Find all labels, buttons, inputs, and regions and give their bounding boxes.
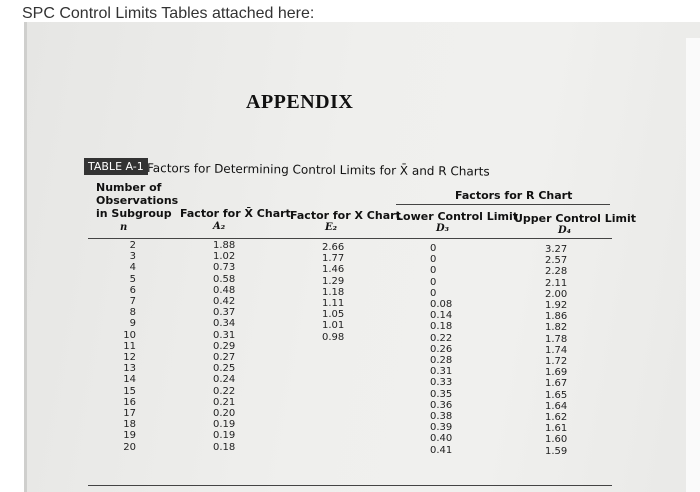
cell-d4: 2.11 bbox=[545, 277, 568, 289]
header-e2-symbol: E₂ bbox=[325, 222, 338, 233]
cell-n: 12 bbox=[123, 352, 136, 364]
cell-d3: 0.36 bbox=[430, 399, 453, 411]
header-r-group: Factors for R Chart bbox=[455, 189, 573, 202]
cell-a2: 0.29 bbox=[213, 340, 236, 352]
cell-d4: 3.27 bbox=[545, 244, 568, 255]
cell-d3: 0 bbox=[430, 243, 437, 254]
attachment-caption: SPC Control Limits Tables attached here: bbox=[22, 5, 315, 22]
cell-d4: 1.82 bbox=[545, 322, 568, 334]
cell-a2: 0.19 bbox=[213, 430, 236, 442]
cell-e2: 1.77 bbox=[322, 253, 345, 265]
cell-a2: 0.19 bbox=[213, 419, 236, 431]
cell-d4: 1.60 bbox=[545, 434, 568, 446]
cell-a2: 0.42 bbox=[213, 296, 236, 308]
cell-d3: 0.35 bbox=[430, 388, 453, 400]
cell-d4: 2.57 bbox=[545, 255, 568, 267]
cell-n: 20 bbox=[123, 441, 136, 453]
cell-d3: 0.33 bbox=[430, 377, 453, 389]
header-d4-symbol: D₄ bbox=[558, 225, 572, 236]
cell-d3: 0.38 bbox=[430, 411, 453, 423]
cell-a2: 0.22 bbox=[213, 385, 236, 397]
table-bottom-rule bbox=[88, 485, 612, 486]
cell-a2: 1.88 bbox=[213, 240, 236, 251]
cell-n: 4 bbox=[129, 262, 136, 274]
cell-d4: 1.69 bbox=[545, 367, 568, 379]
cell-a2: 0.73 bbox=[213, 262, 236, 274]
cell-d3: 0 bbox=[430, 254, 437, 266]
cell-n: 5 bbox=[129, 273, 136, 285]
cell-d3: 0.14 bbox=[430, 310, 453, 322]
cell-a2: 0.18 bbox=[213, 441, 236, 453]
cell-d3: 0.39 bbox=[430, 422, 453, 434]
cell-a2: 0.25 bbox=[213, 363, 236, 375]
cell-e2: 1.05 bbox=[322, 309, 345, 321]
cell-n: 7 bbox=[129, 296, 136, 308]
header-n bbox=[96, 181, 178, 220]
cell-d4: 1.64 bbox=[545, 400, 568, 412]
cell-n: 18 bbox=[123, 419, 136, 431]
cell-n: 13 bbox=[123, 363, 136, 375]
column-d4 bbox=[545, 244, 567, 457]
cell-n: 10 bbox=[123, 329, 136, 341]
cell-a2: 0.37 bbox=[213, 307, 236, 319]
header-a2: Factor for X̄ Chart bbox=[180, 207, 291, 220]
cell-d4: 1.72 bbox=[545, 356, 568, 368]
column-a2 bbox=[213, 240, 235, 453]
cell-d3: 0.18 bbox=[430, 321, 453, 333]
cell-e2: 1.11 bbox=[322, 298, 345, 310]
cell-a2: 1.02 bbox=[213, 251, 236, 263]
cell-n: 17 bbox=[123, 408, 136, 420]
cell-n: 19 bbox=[123, 430, 136, 442]
header-n-line2: Observations bbox=[96, 194, 179, 207]
cell-a2: 0.31 bbox=[213, 329, 236, 341]
cell-d3: 0.26 bbox=[430, 343, 453, 355]
cell-d3: 0 bbox=[430, 287, 437, 299]
page-margin bbox=[686, 38, 700, 492]
cell-d3: 0.22 bbox=[430, 332, 453, 344]
cell-a2: 0.24 bbox=[213, 374, 236, 386]
page-edge bbox=[24, 22, 27, 492]
cell-d3: 0.40 bbox=[430, 433, 453, 445]
cell-d3: 0.41 bbox=[430, 444, 453, 456]
cell-n: 8 bbox=[129, 307, 136, 319]
table-label: TABLE A-1 bbox=[84, 158, 148, 175]
cell-d4: 1.92 bbox=[545, 300, 568, 312]
cell-d4: 1.74 bbox=[545, 344, 568, 356]
header-n-line1: Number of bbox=[96, 181, 162, 194]
cell-e2: 1.01 bbox=[322, 320, 345, 332]
cell-d4: 2.00 bbox=[545, 288, 568, 300]
cell-n: 16 bbox=[123, 396, 136, 408]
cell-a2: 0.21 bbox=[213, 396, 236, 408]
appendix-title: APPENDIX bbox=[246, 91, 354, 113]
cell-d4: 1.59 bbox=[545, 445, 568, 457]
cell-d3: 0.28 bbox=[430, 355, 453, 367]
cell-e2: 1.46 bbox=[322, 264, 345, 276]
cell-d4: 1.62 bbox=[545, 412, 568, 424]
cell-n: 14 bbox=[123, 374, 136, 386]
cell-d4: 1.78 bbox=[545, 333, 568, 345]
header-e2: Factor for X Chart bbox=[290, 209, 401, 222]
table-title: Factors for Determining Control Limits for X̄ and R Charts bbox=[146, 161, 490, 179]
cell-a2: 0.27 bbox=[213, 352, 236, 364]
column-e2 bbox=[322, 242, 344, 343]
cell-e2: 2.66 bbox=[322, 242, 345, 253]
header-a2-symbol: A₂ bbox=[213, 221, 226, 232]
cell-d4: 1.86 bbox=[545, 311, 568, 323]
cell-d4: 1.67 bbox=[545, 378, 568, 390]
cell-a2: 0.48 bbox=[213, 284, 236, 296]
column-d3 bbox=[430, 243, 452, 456]
cell-a2: 0.20 bbox=[213, 408, 236, 420]
cell-n: 6 bbox=[129, 284, 136, 296]
cell-n: 15 bbox=[123, 385, 136, 397]
cell-n: 2 bbox=[129, 240, 136, 251]
cell-a2: 0.58 bbox=[213, 273, 236, 285]
cell-n: 3 bbox=[129, 251, 136, 263]
header-group-rule bbox=[396, 204, 610, 205]
header-d3-symbol: D₃ bbox=[436, 223, 450, 234]
header-bottom-rule bbox=[88, 238, 612, 239]
cell-d4: 2.28 bbox=[545, 266, 568, 278]
cell-d3: 0.08 bbox=[430, 299, 453, 311]
cell-d3: 0 bbox=[430, 276, 437, 288]
cell-e2: 0.98 bbox=[322, 331, 345, 343]
cell-d4: 1.65 bbox=[545, 389, 568, 401]
cell-n: 9 bbox=[129, 318, 136, 330]
header-n-symbol: n bbox=[120, 222, 128, 233]
column-n bbox=[118, 240, 136, 453]
cell-n: 11 bbox=[123, 340, 136, 352]
header-n-line3: in Subgroup bbox=[96, 207, 172, 220]
header-d4: Upper Control Limit bbox=[514, 212, 636, 225]
cell-e2: 1.29 bbox=[322, 275, 345, 287]
cell-d3: 0 bbox=[430, 265, 437, 277]
cell-d4: 1.61 bbox=[545, 423, 568, 435]
cell-d3: 0.31 bbox=[430, 366, 453, 378]
header-d3: Lower Control Limit bbox=[396, 210, 519, 223]
cell-e2: 1.18 bbox=[322, 286, 345, 298]
cell-a2: 0.34 bbox=[213, 318, 236, 330]
